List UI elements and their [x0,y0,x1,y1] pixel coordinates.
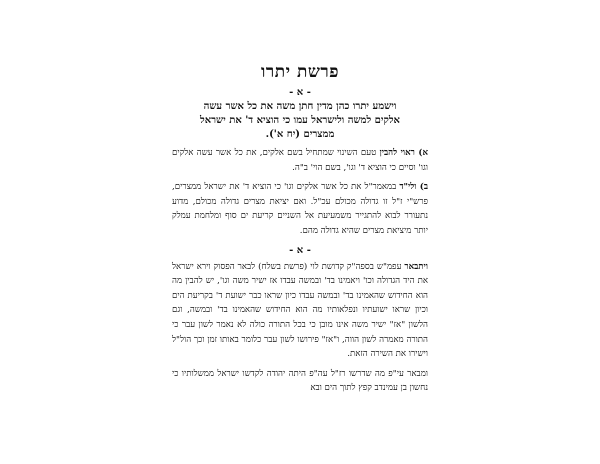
paragraph-text: ומבאר עי"פ מה שדרשו רז"ל עה"פ היתה יהודה לקדשו ישראל ממשלותיו כי נחשון בן עמינדב קפץ לתוך הים ובא [172,368,428,394]
verse-line: אלקים למשה ולישראל עמו כי הוציא ד' את ישראל [200,115,400,126]
section-marker: - א - [289,87,311,98]
verse-quote [172,100,428,142]
paragraph [172,180,428,238]
paragraph-lead: ויתבאר [404,261,428,272]
section-marker: - א - [289,244,311,256]
paragraph-lead: ב) ולי"ד [399,182,428,193]
paragraph [172,260,428,362]
verse-line: וישמע יתרו כהן מדין חתן משה את כל אשר עשה [203,101,397,112]
paragraph [172,367,428,396]
paragraph-text: טעם השינוי שמתחיל בשם אלקים, את כל אשר עשה אלקים וגו' וסיים כי הוציא ד' וגו', בשם הוי' ב"ה. [172,148,428,173]
paragraph [172,146,428,175]
paragraph-lead: א) ראוי להבין [379,148,428,158]
verse-line: ממצרים (יח א'). [265,129,335,140]
paragraph-text: עפמ"ש בספה"ק קדושת לוי (פרשת בשלח) לבאר הפסוק וירא ישראל את היד הגדולה וכו' ויאמינו בד' ובמשה עבדו אז ישיר משה וגו', יש להבין מה הוא החידוש שהאמינו בד' ובמשה עבדו כיון שראו כבר ישועת ד' בקריעת הים וכיון שראו ישועתיו ונפלאותיו מה הוא החידוש שהאמינו בד' ובמשה, וגם הלשון "אז" ישיר משה אינו מובן כי בכל התורה כולה לא נאמר לשון עבר כי התורה מאמרה לשון הווה, ו"אז" פירושו לשון עבר כלומר באותו זמן וכך הול"ל וישירו את השירה הזאת. [172,261,428,360]
paragraph-text: במאמר"ל את כל אשר אלקים וגו' כי הוציא ד' את ישראל ממצרים, פרש"י ז"ל זו גדולה מכולם עכ"ל. ואם יציאת מצרים גדולה מכולם, מדוע נתעורר לבוא להתגייר משמעיעת אל השניים קריעת ים סוף ומלחמת עמלק יותר מיציאת מצרים שהיא גדולה מהם. [172,182,428,236]
page-title: פרשת יתרו [261,62,339,82]
